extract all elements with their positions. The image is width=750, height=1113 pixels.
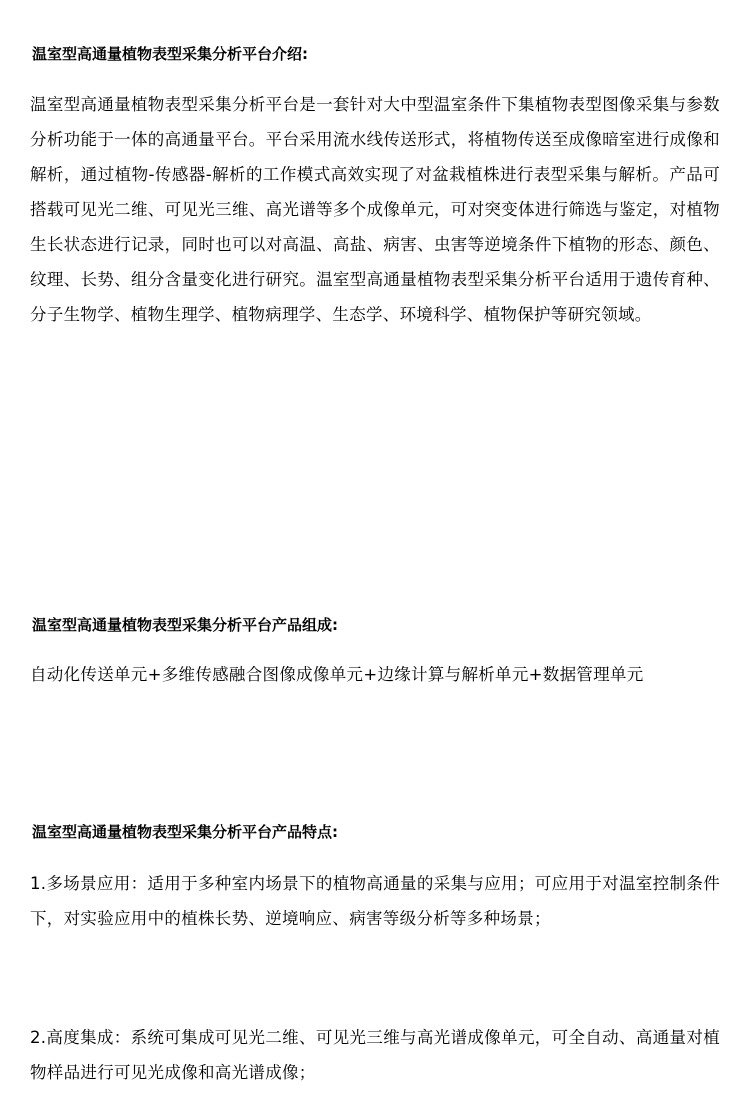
composition-heading: 温室型高通量植物表型采集分析平台产品组成: [32, 616, 339, 634]
composition-paragraph: 自动化传送单元+多维传感融合图像成像单元+边缘计算与解析单元+数据管理单元 [30, 665, 644, 684]
feature-item: 1.多场景应用：适用于多种室内场景下的植物高通量的采集与应用；可应用于对温室控制条件下，对实验应用中的植株长势、逆境响应、病害等级分析等多种场景； [30, 874, 720, 928]
intro-paragraph: 温室型高通量植物表型采集分析平台是一套针对大中型温室条件下集植物表型图像采集与参数分析功能于一体的高通量平台。平台采用流水线传送形式，将植物传送至成像暗室进行成像和解析，通过植物-传感器-解析的工作模式高效实现了对盆栽植株进行表型采集与解析。产品可搭载可见光二维、可见光三维、高光谱等多个成像单元，可对突变体进行筛选与鉴定，对植物生长状态进行记录，同时也可以对高温、高盐、病害、虫害等逆境条件下植物的形态、颜色、纹理、长势、组分含量变化进行研究。温室型高通量植物表型采集分析平台适用于遗传育种、分子生物学、植物生理学、植物病理学、生态学、环境科学、植物保护等研究领域。 [30, 95, 720, 324]
intro-heading: 温室型高通量植物表型采集分析平台介绍: [32, 45, 309, 63]
features-heading: 温室型高通量植物表型采集分析平台产品特点: [32, 823, 339, 841]
feature-item: 2.高度集成：系统可集成可见光二维、可见光三维与高光谱成像单元，可全自动、高通量对植物样品进行可见光成像和高光谱成像； [30, 1028, 720, 1082]
